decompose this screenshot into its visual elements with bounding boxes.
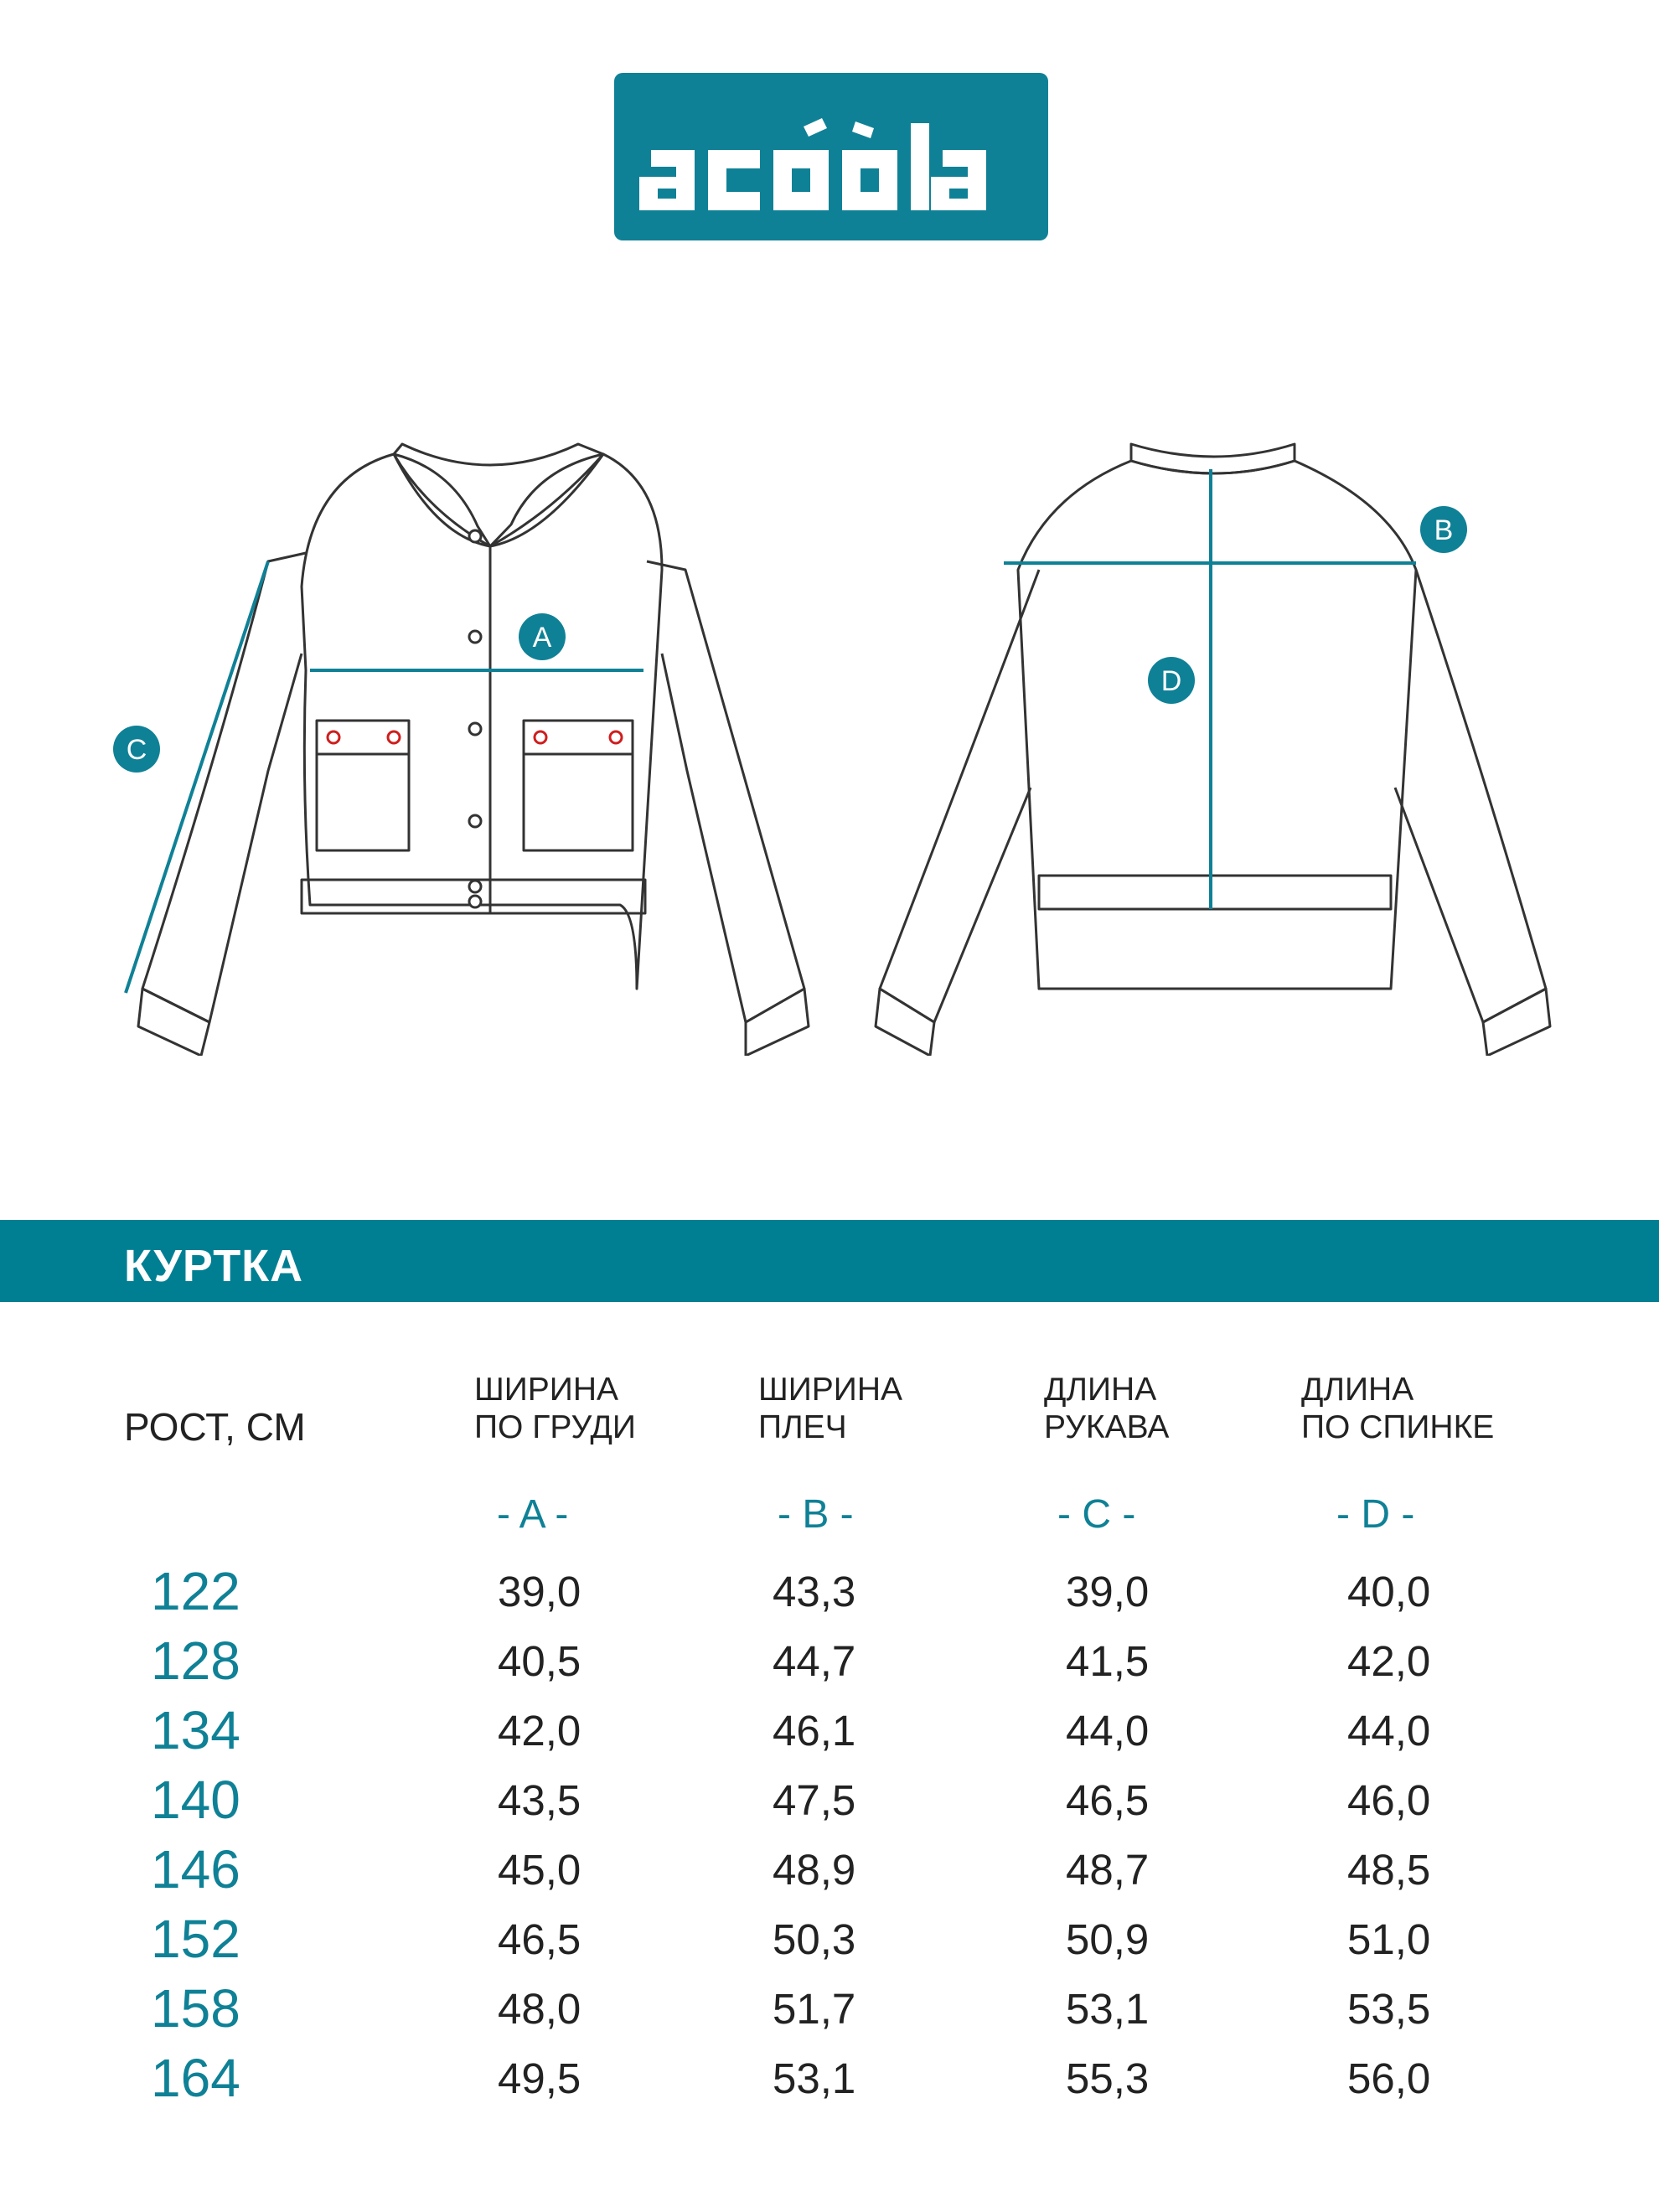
back-collar-rib (1131, 444, 1295, 473)
front-pocket-left (317, 721, 409, 850)
value-a: 40,5 (498, 1637, 581, 1685)
value-b: 48,9 (773, 1846, 856, 1894)
value-d: 46,0 (1347, 1776, 1431, 1824)
column-letter-a: - A - (497, 1492, 569, 1537)
column-header-b (758, 1371, 902, 1446)
value-b: 51,7 (773, 1985, 856, 2033)
marker-a-label: A (532, 622, 552, 654)
row-height: 122 (151, 1561, 240, 1621)
measure-line-c (126, 561, 268, 993)
table-row (0, 1560, 1659, 1627)
column-header-c (1044, 1371, 1169, 1446)
table-row (0, 1699, 1659, 1766)
value-d: 48,5 (1347, 1846, 1431, 1894)
table-row (0, 1838, 1659, 1905)
measure-marker-d (1148, 657, 1195, 704)
value-b: 46,1 (773, 1707, 856, 1755)
value-a: 42,0 (498, 1707, 581, 1755)
row-height: 128 (151, 1631, 240, 1691)
marker-d-label: D (1160, 665, 1182, 697)
section-band (0, 1220, 1659, 1302)
table-row (0, 1977, 1659, 2044)
marker-c-label: C (126, 734, 147, 766)
back-hem-rib (1039, 876, 1391, 909)
value-d: 53,5 (1347, 1985, 1431, 2033)
column-letter-b: - B - (778, 1492, 854, 1537)
left-cuff (138, 989, 209, 1056)
value-c: 55,3 (1066, 2054, 1150, 2102)
row-height: 146 (151, 1839, 240, 1899)
value-c: 46,5 (1066, 1776, 1150, 1824)
column-header-a-line2: ПО ГРУДИ (474, 1409, 636, 1445)
value-a: 48,0 (498, 1985, 581, 2033)
value-c: 50,9 (1066, 1915, 1150, 1963)
garment-drawings (0, 402, 1659, 1056)
table-row (0, 1769, 1659, 1836)
brand-logo (614, 73, 1048, 240)
marker-b-label: B (1434, 514, 1454, 546)
table-row (0, 1908, 1659, 1975)
value-b: 44,7 (773, 1637, 856, 1685)
value-d: 44,0 (1347, 1707, 1431, 1755)
column-header-a (474, 1371, 636, 1446)
value-c: 48,7 (1066, 1846, 1150, 1894)
column-header-b-line1: ШИРИНА (758, 1372, 902, 1408)
back-left-sleeve (880, 570, 1039, 1022)
value-b: 43,3 (773, 1568, 856, 1615)
value-b: 50,3 (773, 1915, 856, 1963)
value-b: 53,1 (773, 2054, 856, 2102)
column-header-d-line1: ДЛИНА (1301, 1372, 1414, 1408)
value-a: 46,5 (498, 1915, 581, 1963)
column-letter-c: - C - (1057, 1492, 1136, 1537)
value-b: 47,5 (773, 1776, 856, 1824)
value-a: 49,5 (498, 2054, 581, 2102)
column-header-a-line1: ШИРИНА (474, 1372, 618, 1408)
measure-marker-b (1420, 506, 1467, 553)
measure-marker-a (519, 613, 566, 660)
value-d: 56,0 (1347, 2054, 1431, 2102)
measure-marker-c (113, 726, 160, 773)
left-sleeve (142, 553, 306, 1022)
value-c: 39,0 (1066, 1568, 1150, 1615)
back-right-sleeve (1395, 570, 1546, 1022)
back-right-cuff (1483, 989, 1550, 1056)
value-d: 40,0 (1347, 1568, 1431, 1615)
right-sleeve (647, 561, 804, 1022)
value-c: 41,5 (1066, 1637, 1150, 1685)
column-header-c-line2: РУКАВА (1044, 1409, 1170, 1445)
value-a: 43,5 (498, 1776, 581, 1824)
row-height: 164 (151, 2048, 240, 2108)
value-a: 39,0 (498, 1568, 581, 1615)
value-c: 44,0 (1066, 1707, 1150, 1755)
front-buttons (469, 530, 481, 907)
row-height: 152 (151, 1909, 240, 1969)
value-a: 45,0 (498, 1846, 581, 1894)
column-header-d (1301, 1371, 1494, 1446)
value-c: 53,1 (1066, 1985, 1150, 2033)
row-height: 140 (151, 1770, 240, 1830)
section-title: КУРТКА (124, 1241, 304, 1291)
table-row (0, 2047, 1659, 2114)
row-height: 134 (151, 1700, 240, 1760)
height-column-header: РОСТ, СМ (124, 1405, 306, 1449)
value-d: 51,0 (1347, 1915, 1431, 1963)
value-d: 42,0 (1347, 1637, 1431, 1685)
front-pocket-right (524, 721, 633, 850)
column-letter-d: - D - (1336, 1492, 1415, 1537)
row-height: 158 (151, 1978, 240, 2039)
column-header-d-line2: ПО СПИНКЕ (1301, 1409, 1495, 1445)
table-row (0, 1630, 1659, 1697)
right-cuff (746, 989, 809, 1056)
back-left-cuff (876, 989, 934, 1056)
column-header-b-line2: ПЛЕЧ (758, 1409, 847, 1445)
logo-wordmark (614, 73, 1048, 240)
column-header-c-line1: ДЛИНА (1044, 1372, 1157, 1408)
